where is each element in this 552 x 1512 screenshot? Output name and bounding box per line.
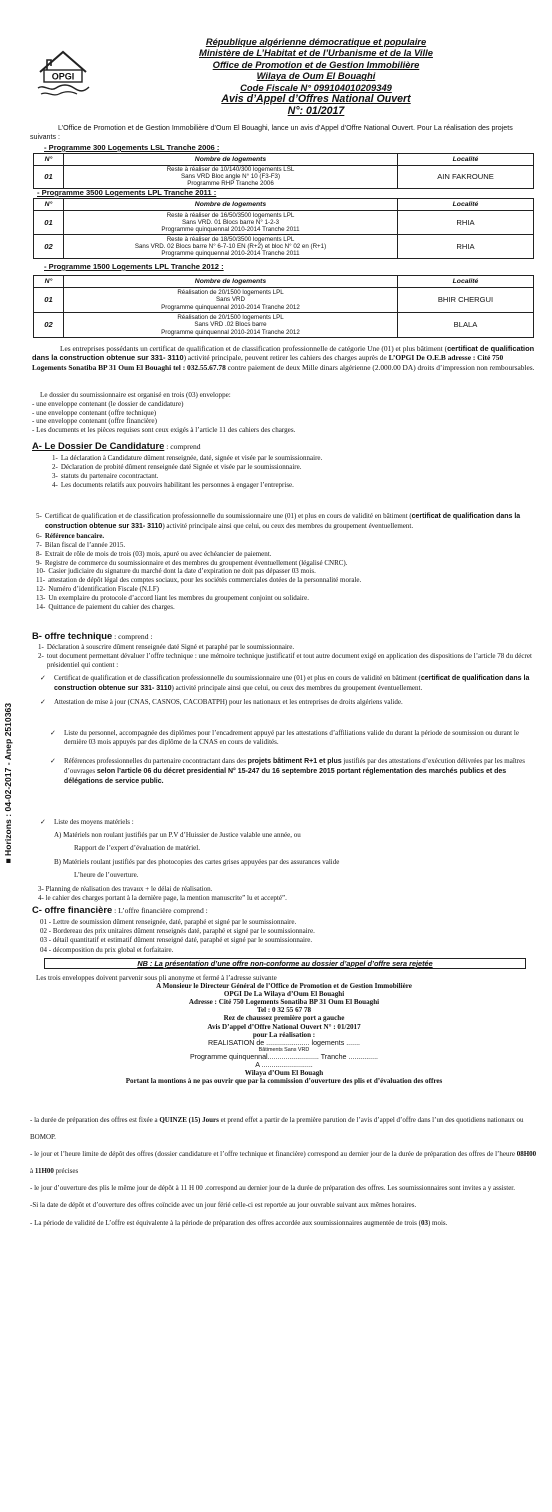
list-item: 1- Déclaration à souscrire dûment renseignée daté Signé et paraphé par le soumissionnaire. [38, 643, 295, 651]
table-row: 02 Réalisation de 20/1500 logements LPL Sans VRD .02 Blocs barre Programme quinquennal 2010-2014 Tranche 2012 BLALA [34, 313, 534, 338]
list-item: 12- Numéro d’identification Fiscale (N.I.F) [36, 585, 159, 594]
list-item: ✓ Références professionnelles du partenaire cocontractant dans des projets bâtiment R+1 et plus justifiés par des attestations d’exécution délivrées par les maîtres d’ouvrages selon l’article 06 du décret presidential N° 15-247 du 16 septembre 2015 portant réglementation des marchés publics et des délégations de service public. [50, 756, 525, 785]
condition: -Si la date de dépôt et d’ouverture des offres coïncide avec un jour férié celle-ci est reportée au jour ouvrable suivant aux mêmes horaires. [30, 1201, 417, 1210]
notice-title: Avis d’Appel d’Offres National Ouvert [221, 93, 411, 106]
section-a-list [52, 454, 534, 490]
list-item: ✓ Attestation de mise à jour (CNAS, CASNOS, CACOBATPH) pour les nationaux et les entreprises de droits algériens valide. [40, 697, 403, 706]
section-b-checklist-2 [50, 728, 534, 787]
list-item: 13- Un exemplaire du protocole d’accord liant les membres du groupement conjoint ou solidaire. [36, 594, 310, 603]
list-item: 14- Quittance de paiement du cahier des charges. [36, 603, 175, 612]
list-item: 11- attestation de dépôt légal des comptes sociaux, pour les sociétés commerciales dotées de la personnalité morale. [36, 576, 362, 585]
list-item: 2- Déclaration de probité dûment renseignée daté Signée et visée par le soumissionnaire. [52, 462, 302, 471]
section-b-list-2: 3- Planning de réalisation des travaux + le délai de réalisation. 4- le cahier des charges portant à la dernière page, la mention manuscrite” lu et accepté”. [38, 885, 287, 902]
section-c-title: C- offre financière : L’offre financière comprend : [32, 904, 208, 915]
dossier-list: Le dossier du soumissionnaire est organisé en trois (03) enveloppe: - une enveloppe contenant (le dossier de candidature) - une enveloppe contenant (offre technique) - une enveloppe contenant (offre financière) - Les documents et les pièces requises sont ceux exigés à l’article 11 des cahiers des charges. [32, 391, 296, 435]
section-b-checklist [40, 673, 534, 707]
list-item: 02 - Bordereau des prix unitaires dûment renseignés daté, paraphé et signé par le soumissionnaire. [40, 927, 315, 936]
list-item: 6- Référence bancaire. [36, 531, 105, 540]
header-line: Office de Promotion et de Gestion Immobilière [212, 58, 420, 70]
col-nombre: Nombre de logements [64, 154, 398, 166]
section-a-title: A- Le Dossier De Candidature : comprend [32, 440, 201, 451]
header-line: Wilaya de Oum El Bouaghi [256, 70, 376, 82]
header-line: Code Fiscale N° 099104010209349 [240, 81, 392, 93]
list-item: 10- Casier judiciaire du signature du marché dont la date d’expiration ne doit pas dépasser 03 mois. [36, 567, 316, 576]
section-b-title: B- offre technique : comprend : [32, 630, 153, 641]
section-a-list-2 [36, 512, 534, 612]
check-icon: ✓ [40, 818, 46, 826]
list-item: 4- Les documents relatifs aux pouvoirs habilitant les personnes à engager l’entreprise. [52, 480, 294, 489]
header [96, 36, 536, 117]
table-row: 02 Reste à réaliser de 18/50/3500 logements LPL Sans VRD. 02 Blocs barre N° 6-7-10 EN (R+2) et bloc N° 02 en (R+1) Programme quinquennal 2010-2014 Tranche 2011 RHIA [34, 235, 534, 259]
condition: - la durée de préparation des offres est fixée a QUINZE (15) Jours et prend effet a partir de la première parution de l’avis d’appel d’offre dans l’un des quotidiens nationaux ou BOMOP. [30, 1116, 524, 1142]
table-row: 01 Réalisation de 20/1500 logements LPL Sans VRD Programme quinquennal 2010-2014 Tranche 2012 BHIR CHERGUI [34, 288, 534, 313]
condition: - La période de validité de L’offre est équivalente à la période de préparation des offres accordée aux soumissionnaires augmentée de trois (03) mois. [30, 1218, 448, 1227]
programme-table [33, 275, 534, 338]
header-line: République algérienne démocratique et populaire [205, 36, 427, 47]
header-line: Ministère de L’Habitat et de l’Urbanisme et de la Ville [199, 47, 433, 59]
programme-table [33, 198, 534, 259]
section-b-list [38, 643, 534, 670]
table-row: 01 Reste à réaliser de 10/140/300 logements LSL Sans VRD Bloc angle N° 10 (F3-F3) Programme RHP Tranche 2006 AIN FAKROUNE [34, 166, 534, 189]
eligibility-text: Les entreprises possédants un certificat de qualification et de classification professionnelle de catégorie Une (01) et plus bâtiment (certificat de qualification dans la construction obtenue sur 331- 3110) activité principale, peuvent retirer les cahiers des charges auprès de L’OPGI De O.E.B adresse : Cité 750 Logements Sonatiba BP 31 Oum El Bouaghi tel : 032.55.67.78 contre paiement de deux Mille dinars algérienne (2.000.00 DA) droits d’impression non remboursables. [32, 344, 535, 372]
side-caption: ■ Horizons : 04-02-2017 - Anep 2510363 [2, 702, 13, 864]
list-item: 7- Bilan fiscal de l’année 2015. [36, 540, 126, 549]
list-item: 04 - décomposition du prix global et forfaitaire. [40, 945, 174, 954]
check-icon: ✓ [50, 729, 56, 737]
list-item: 5- Certificat de qualification et de classification professionnelle du soumissionnaire une (01) et plus en cours de validité en bâtiment (certificat de qualification dans la construction obtenue sur 331- 3110) activité principale ainsi que celui, ou ceux des membres du groupement éventuellement. [36, 512, 521, 530]
list-item: 1- La déclaration à Candidature dûment renseignée, daté, signée et visée par le soumissionnaire. [52, 454, 323, 462]
svg-text:OPGI: OPGI [51, 71, 75, 82]
list-item: ✓ Certificat de qualification et de classification professionnelle du soumissionnaire une (01) et plus en cours de validité en bâtiment (certificat de qualification dans la construction obtenue sur 331- 3110) activité principale ainsi que celui, ou ceux des membres du groupement éventuellement. [40, 674, 530, 692]
programme-title: - Programme 1500 Logements LPL Tranche 2012 : [44, 262, 224, 271]
address-block: Les trois enveloppes doivent parvenir sous pli anonyme et fermé à l’adresse suivante A Monsieur le Directeur Général de l’Office de Promotion et de Gestion Immobilière OPGI De La Wilaya d’Oum El Bouaghi Adresse : Cité 750 Logements Sonatiba BP 31 Oum El Bouaghi Tel : 0 32 55 67 78 Rez de chaussez première port a gauche Avis D’appel d’Offre National Ouvert N° : 01/2017 pour La réalisation : REALISATION de ...................... logements ....... Bâtiments Sans VRD Programme quinquennal.......................... Tranche ............... A .......................... Wilaya d’Oum El Bouagh Portant la montions à ne pas ouvrir que par la commission d’ouverture des plis et d’évaluation des offres [36, 974, 443, 1086]
opgi-logo-icon [34, 46, 92, 98]
programme-table [33, 153, 534, 189]
table-header: N° Nombre de logements Localité [34, 199, 534, 211]
section-b-materiels: ✓ Liste des moyens matériels : A) Matériels non roulant justifiés par un P.V d’Huissier de Justice valable une année, ou Rapport de l’expert d’évaluation de matériel. B) Matériels roulant justifiés par des photocopies des cartes grises appuyées par des assurances valide L’heure de l’ouverture. [40, 815, 534, 882]
list-item: ✓ Liste du personnel, accompagnée des diplômes pour l’encadrement appuyé par les attestations d’affiliations valide du durant la période de soumission ou durant le dernière 03 mois appuyés par des diplôme de la CNAS en cours de validités. [50, 729, 519, 746]
final-conditions [30, 1112, 538, 1232]
nb-box: NB : La présentation d’une offre non-conforme au dossier d’appel d’offre sera rejetée [44, 958, 526, 969]
check-icon: ✓ [50, 756, 56, 765]
condition: - le jour d’ouverture des plis le même jour de dépôt à 11 H 00 .correspond au dernier jour de la durée de préparation des offres. Les soumissionnaires sont invites a y assister. [30, 1184, 516, 1193]
list-item: 9- Registre de commerce du soumissionnaire et des membres du groupement éventuellement (légalisé CNRC). [36, 558, 348, 567]
table-header: N° Nombre de logements Localité [34, 276, 534, 288]
programme-title: - Programme 3500 Logements LPL Tranche 2011 : [37, 188, 217, 197]
section-c-list [40, 918, 534, 955]
intro-text: L’Office de Promotion et de Gestion Immobilière d’Oum El Bouaghi, lance un avis d’Appel d’Offre National Ouvert. Pour La réalisation des projets suivants : [30, 124, 513, 141]
programme-title: - Programme 300 Logements LSL Tranche 2006 : [44, 143, 220, 152]
condition: - le jour et l’heure limite de dépôt des offres (dossier candidature et l’offre technique et financière) correspond au dernier jour de la durée de préparation des offres de l’heure 08H00 à 11H00 précises [30, 1150, 537, 1176]
list-item: 8- Extrait de rôle de mois de trois (03) mois, apuré ou avec échéancier de paiement. [36, 549, 272, 558]
col-localite: Localité [398, 154, 534, 166]
list-item: 01 - Lettre de soumission dûment renseignée, daté, paraphé et signé par le soumissionnaire. [40, 918, 297, 926]
table-row: 01 Reste à réaliser de 16/50/3500 logements LPL Sans VRD. 01 Blocs barre N° 1-2-3 Programme quinquennal 2010-2014 Tranche 2011 RHIA [34, 211, 534, 235]
list-item: 03 - détail quantitatif et estimatif dûment renseigné daté, paraphé et signé par le soumissionnaire. [40, 936, 313, 945]
col-n: N° [34, 154, 64, 166]
check-icon: ✓ [40, 697, 46, 706]
table-header [34, 154, 534, 166]
list-item: 2- tout document permettant dévaluer l’offre technique : une mémoire technique justificatif et tout autre document exigé en application des dispositions de l’article 78 du décret présidentiel qui contient : [38, 651, 532, 669]
list-item: 3- statuts du partenaire cocontractant. [52, 471, 159, 480]
list-item: ✓ Liste des moyens matériels : [40, 816, 534, 829]
check-icon: ✓ [40, 674, 46, 682]
notice-number: N°: 01/2017 [287, 105, 345, 118]
